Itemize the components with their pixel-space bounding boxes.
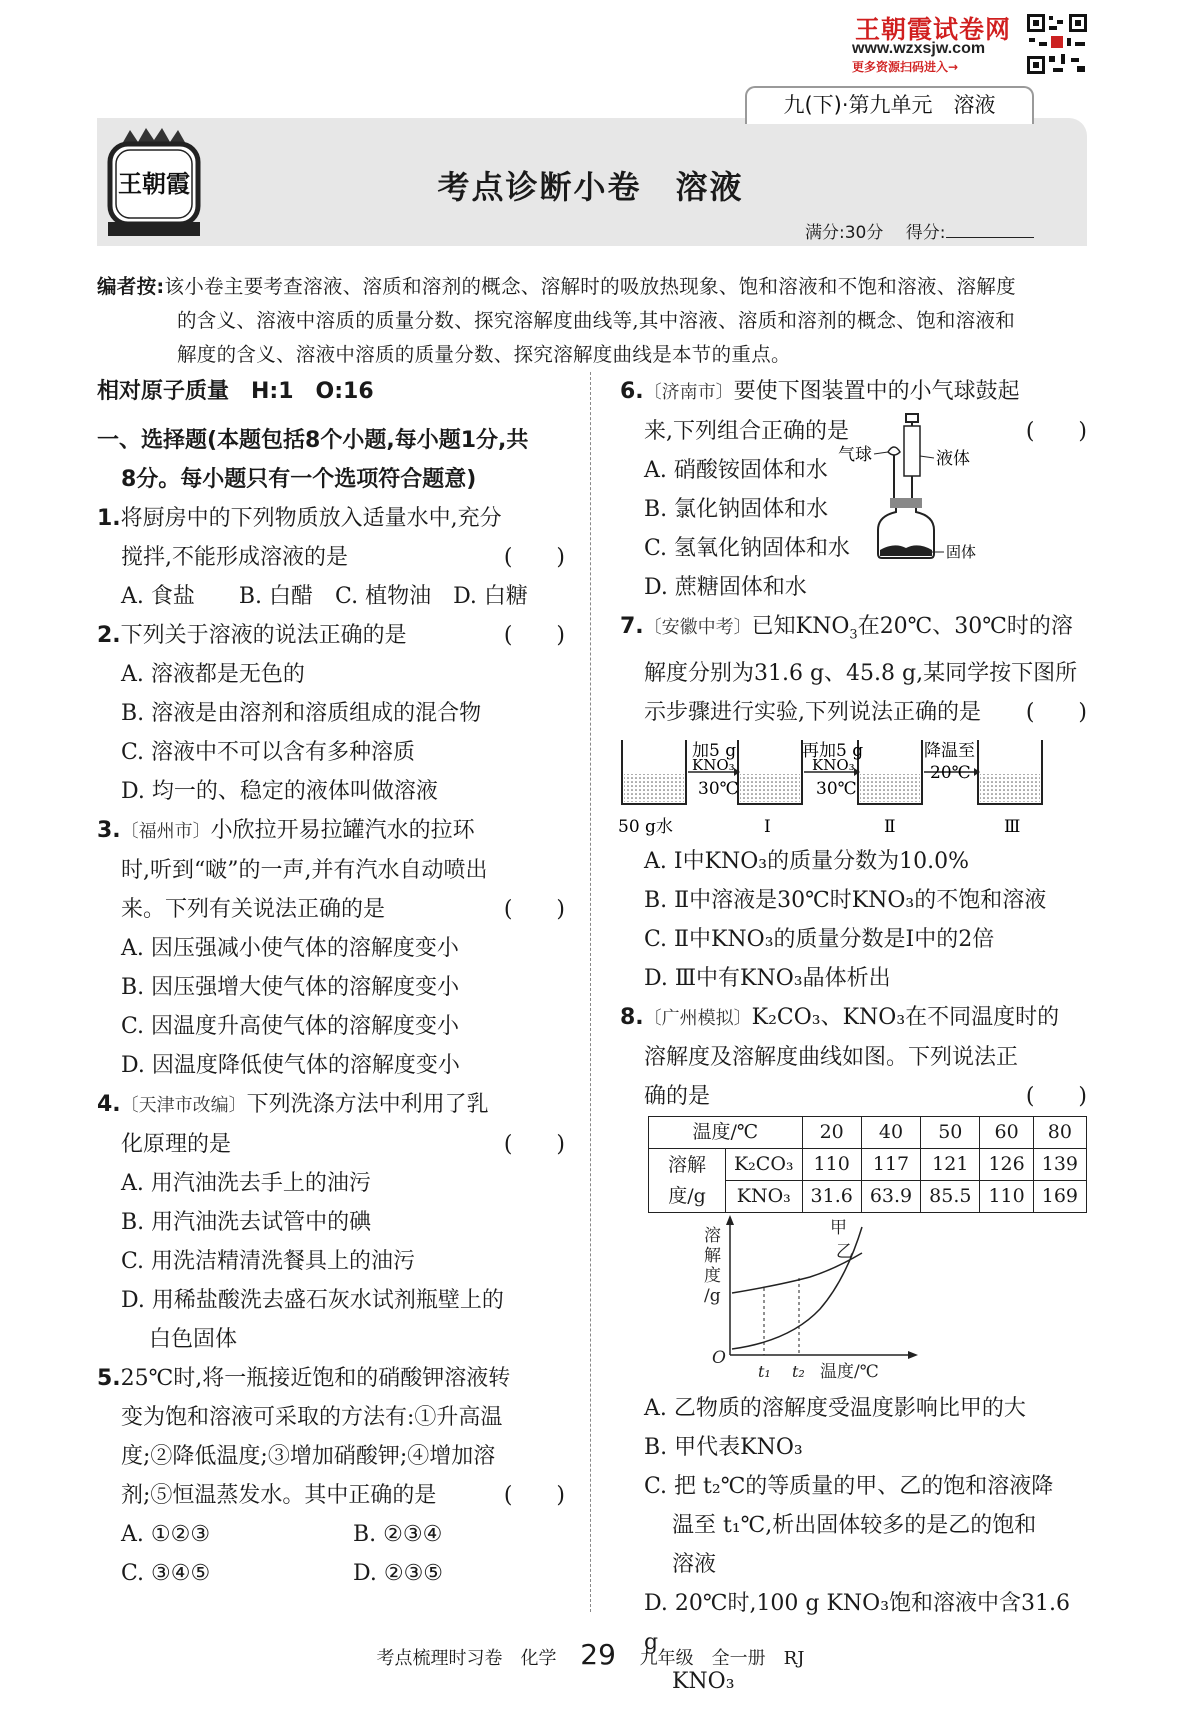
label-balloon: 气球	[838, 445, 872, 465]
label-liquid: 液体	[936, 449, 970, 469]
option-d: D. 蔗糖固体和水	[644, 575, 807, 600]
option-d-cont: KNO₃	[672, 1669, 735, 1695]
page-title: 考点诊断小卷 溶液	[437, 168, 744, 206]
option-c: C. 用洗洁精清洗餐具上的油污	[121, 1249, 416, 1274]
answer-paren[interactable]: ( )	[503, 897, 565, 922]
curve-jia-label: 甲	[830, 1218, 847, 1239]
value-cell: 126	[980, 1149, 1033, 1181]
temp-cell: 60	[980, 1117, 1033, 1149]
beaker2-label: Ⅱ	[884, 817, 896, 838]
column-divider	[590, 372, 591, 1612]
temp-cell: 40	[861, 1117, 920, 1149]
temp-cell: 80	[1033, 1117, 1086, 1149]
option-c-cont: 溶液	[672, 1552, 717, 1578]
option-a: A. 溶液都是无色的	[121, 662, 305, 687]
row-label: 溶解度/g	[649, 1149, 726, 1213]
answer-paren[interactable]: ( )	[1025, 419, 1087, 444]
beaker1-label: Ⅰ	[764, 817, 771, 838]
value-cell: 121	[921, 1149, 980, 1181]
option-d: D. 20℃时,100 g KNO₃饱和溶液中含31.6 g	[644, 1591, 1071, 1656]
value-cell: 110	[980, 1181, 1033, 1213]
step2-amount: 再加5 g	[802, 741, 864, 762]
brand-name: 王朝霞试卷网	[855, 15, 1012, 44]
note-line: 的含义、溶液中溶质的质量分数、探究溶解度曲线等,其中溶液、溶质和溶剂的概念、饱和溶液和	[177, 309, 1016, 332]
page-footer	[0, 1638, 1181, 1671]
option-c: C. 氢氧化钠固体和水	[644, 536, 851, 561]
answer-paren[interactable]: ( )	[1025, 1084, 1087, 1110]
origin-label: O	[712, 1348, 726, 1369]
options: A. 食盐 B. 白醋 C. 植物油 D. 白糖	[121, 584, 528, 609]
solubility-curve-figure	[620, 1213, 1087, 1389]
step1-chem: KNO₃	[692, 756, 735, 775]
step1-amount: 加5 g	[692, 741, 737, 762]
qr-code-icon[interactable]	[1025, 12, 1089, 76]
option-c: C. 溶液中不可以含有多种溶质	[121, 740, 416, 765]
step3-temp: 20℃	[930, 763, 971, 784]
option-c: C. Ⅱ中KNO₃的质量分数是Ⅰ中的2倍	[644, 927, 995, 953]
option-b: B. Ⅱ中溶液是30℃时KNO₃的不饱和溶液	[644, 888, 1047, 914]
value-cell: 110	[802, 1149, 861, 1181]
value-cell: 169	[1033, 1181, 1086, 1213]
y-label-4: /g	[704, 1286, 721, 1307]
flask-apparatus-figure	[838, 412, 998, 560]
substance-label: KNO₃	[725, 1181, 802, 1213]
question-3: 3.〔福州市〕小欣拉开易拉罐汽水的拉环 时,听到“啵”的一声,并有汽水自动喷出 来。下列有关说法正确的是 ( ) A. 因压强减小使气体的溶解度变小 B. 因压强增大使气体的溶解度变小 C. 因温度升高使气体的溶解度变小 D. 因温度降低使气体的溶解度变小	[97, 811, 565, 1085]
option-d: D. Ⅲ中有KNO₃晶体析出	[644, 966, 891, 992]
question-source: 〔广州模拟〕	[643, 1008, 752, 1030]
question-source: 〔济南市〕	[643, 382, 734, 403]
answer-paren[interactable]: ( )	[503, 545, 565, 570]
right-column	[620, 372, 1087, 1701]
value-cell: 85.5	[921, 1181, 980, 1213]
temp-cell: 50	[921, 1117, 980, 1149]
option-b: B. 溶液是由溶剂和溶质组成的混合物	[121, 701, 482, 726]
logo-text: 王朝霞	[118, 169, 190, 198]
editor-note	[97, 270, 1087, 372]
score-input-blank[interactable]	[946, 223, 1034, 238]
y-label-3: 度	[704, 1266, 721, 1287]
option-b: B. 因压强增大使气体的溶解度变小	[121, 975, 460, 1000]
note-label: 编者按:	[97, 275, 165, 298]
value-cell: 139	[1033, 1149, 1086, 1181]
left-column	[97, 372, 565, 1593]
beaker3-label: Ⅲ	[1004, 817, 1021, 838]
option-d: D. ②③⑤	[353, 1561, 444, 1586]
option-a: A. Ⅰ中KNO₃的质量分数为10.0%	[644, 849, 969, 875]
step3-action: 降温至	[924, 741, 975, 762]
note-line: 解度的含义、溶液中溶质的质量分数、探究溶解度曲线是本节的重点。	[177, 343, 791, 366]
score-line	[805, 218, 1034, 243]
question-source: 〔安徽中考〕	[643, 617, 752, 638]
label-solid: 固体	[946, 543, 977, 560]
brand-scan-hint: 更多资源扫码进入→	[852, 60, 959, 74]
question-4: 4.〔天津市改编〕下列洗涤方法中利用了乳 化原理的是 ( ) A. 用汽油洗去手上的油污 B. 用汽油洗去试管中的碘 C. 用洗洁精清洗餐具上的油污 D. 用稀盐酸洗去盛石灰水试剂瓶壁上的 白色固体	[97, 1085, 565, 1359]
score-label: 得分:	[905, 223, 946, 243]
question-7: 7.〔安徽中考〕已知$KNO_3$在20℃、30℃时的溶 解度分别为31.6 g、45.8 g,某同学按下图所 示步骤进行实验,下列说法正确的是 ( ) 加5 g KNO₃ 30℃ 再加5 g KNO₃ 30℃ 降温至 20℃ 50 g水 Ⅰ Ⅱ Ⅲ A. Ⅰ中KNO₃的质量分数为10.0% B. Ⅱ中溶液是30℃时KNO₃的不饱和溶液 C. Ⅱ中KNO₃的质量分数是Ⅰ中的2倍 D. Ⅲ中有KNO₃晶体析出	[620, 607, 1087, 998]
option-a: A. 用汽油洗去手上的油污	[121, 1171, 371, 1196]
table-header: 温度/℃	[649, 1117, 803, 1149]
answer-paren[interactable]: ( )	[1025, 700, 1087, 726]
t2-label: t₂	[792, 1362, 805, 1382]
value-cell: 117	[861, 1149, 920, 1181]
answer-paren[interactable]: ( )	[503, 623, 565, 648]
step2-temp: 30℃	[816, 779, 857, 800]
question-6: 6.〔济南市〕要使下图装置中的小气球鼓起 来,下列组合正确的是 ( ) A. 硝酸铵固体和水 B. 氯化钠固体和水 C. 氢氧化钠固体和水 D. 蔗糖固体和水 气球 液体 固体	[620, 372, 1087, 607]
option-d: D. 均一的、稳定的液体叫做溶液	[121, 779, 438, 804]
step1-temp: 30℃	[698, 779, 739, 800]
question-5: 5.25℃时,将一瓶接近饱和的硝酸钾溶液转 变为饱和溶液可采取的方法有:①升高温 度;②降低温度;③增加硝酸钾;④增加溶 剂;⑤恒温蒸发水。其中正确的是 ( ) A. ①②③ B. ②③④ C. ③④⑤ D. ②③⑤	[97, 1359, 565, 1593]
full-score: 满分:30分	[805, 223, 884, 243]
answer-paren[interactable]: ( )	[503, 1132, 565, 1157]
note-line: 该小卷主要考查溶液、溶质和溶剂的概念、溶解时的吸放热现象、饱和溶液和不饱和溶液、溶解度	[164, 275, 1016, 298]
option-a: A. 硝酸铵固体和水	[644, 458, 828, 483]
unit-tab: 九(下)·第九单元 溶液	[745, 86, 1034, 124]
question-1: 1.将厨房中的下列物质放入适量水中,充分 搅拌,不能形成溶液的是 ( ) A. 食盐 B. 白醋 C. 植物油 D. 白糖	[97, 499, 565, 616]
footer-right: 九年级 全一册 RJ	[639, 1648, 805, 1669]
step2-chem: KNO₃	[812, 756, 855, 775]
question-source: 〔天津市改编〕	[120, 1095, 247, 1116]
temp-cell: 20	[802, 1117, 861, 1149]
option-a: A. ①②③	[121, 1522, 211, 1547]
option-b: B. 甲代表KNO₃	[644, 1435, 803, 1461]
page-number: 29	[580, 1638, 616, 1671]
option-b: B. 用汽油洗去试管中的碘	[121, 1210, 372, 1235]
atomic-mass: 相对原子质量 H:1 O:16	[97, 379, 374, 404]
option-c-cont: 温至 t₁℃,析出固体较多的是乙的饱和	[672, 1513, 1037, 1539]
option-d-cont: 白色固体	[149, 1327, 238, 1352]
option-c: C. 因温度升高使气体的溶解度变小	[121, 1014, 460, 1039]
option-a: A. 因压强减小使气体的溶解度变小	[121, 936, 459, 961]
option-c: C. ③④⑤	[121, 1561, 211, 1586]
option-c: C. 把 t₂℃的等质量的甲、乙的饱和溶液降	[644, 1474, 1054, 1500]
footer-left: 考点梳理时习卷 化学	[376, 1648, 557, 1669]
beaker-steps-figure	[614, 732, 1081, 842]
section-heading-cont: 8分。每小题只有一个选项符合题意)	[121, 467, 477, 492]
section-heading: 一、选择题(本题包括8个小题,每小题1分,共	[97, 428, 529, 453]
option-b: B. ②③④	[353, 1522, 443, 1547]
beaker0-label: 50 g水	[618, 817, 673, 838]
solubility-table	[648, 1116, 1087, 1213]
curve-yi-label: 乙	[836, 1242, 853, 1263]
x-label: 温度/℃	[820, 1362, 879, 1383]
option-a: A. 乙物质的溶解度受温度影响比甲的大	[644, 1396, 1026, 1422]
y-label-2: 解	[704, 1246, 721, 1267]
answer-paren[interactable]: ( )	[503, 1483, 565, 1508]
question-2: 2.下列关于溶液的说法正确的是 ( ) A. 溶液都是无色的 B. 溶液是由溶剂和溶质组成的混合物 C. 溶液中不可以含有多种溶质 D. 均一的、稳定的液体叫做溶液	[97, 616, 565, 811]
value-cell: 31.6	[802, 1181, 861, 1213]
brand-url[interactable]: www.wzxsjw.com	[852, 40, 986, 57]
t1-label: t₁	[758, 1362, 771, 1382]
question-source: 〔福州市〕	[120, 821, 211, 842]
y-label-1: 溶	[704, 1226, 721, 1247]
question-8: 8.〔广州模拟〕K₂CO₃、KNO₃在不同温度时的 溶解度及溶解度曲线如图。下列说法正 确的是 ( ) 温度/℃ 20 40 50 60 80 溶解度/g K₂CO₃ 110 117 121 126 139 KNO₃ 31.6 63.9 85.5 110 169 溶 解 度 /g O t₁ t₂ 温度/℃ 甲 乙 A. 乙物质的溶解度受温度影响比甲的大 B. 甲代表KNO₃ C. 把 t₂℃的等质量的甲、乙的饱和溶液降 温至 t₁℃,析出固体较多的是乙的饱和 溶液 D. 20℃时,100 g KNO₃饱和溶液中含31.6 g KNO₃	[620, 998, 1087, 1701]
option-d: D. 因温度降低使气体的溶解度变小	[121, 1053, 460, 1078]
substance-label: K₂CO₃	[725, 1149, 802, 1181]
option-d: D. 用稀盐酸洗去盛石灰水试剂瓶壁上的	[121, 1288, 504, 1313]
option-b: B. 氯化钠固体和水	[644, 497, 829, 522]
value-cell: 63.9	[861, 1181, 920, 1213]
